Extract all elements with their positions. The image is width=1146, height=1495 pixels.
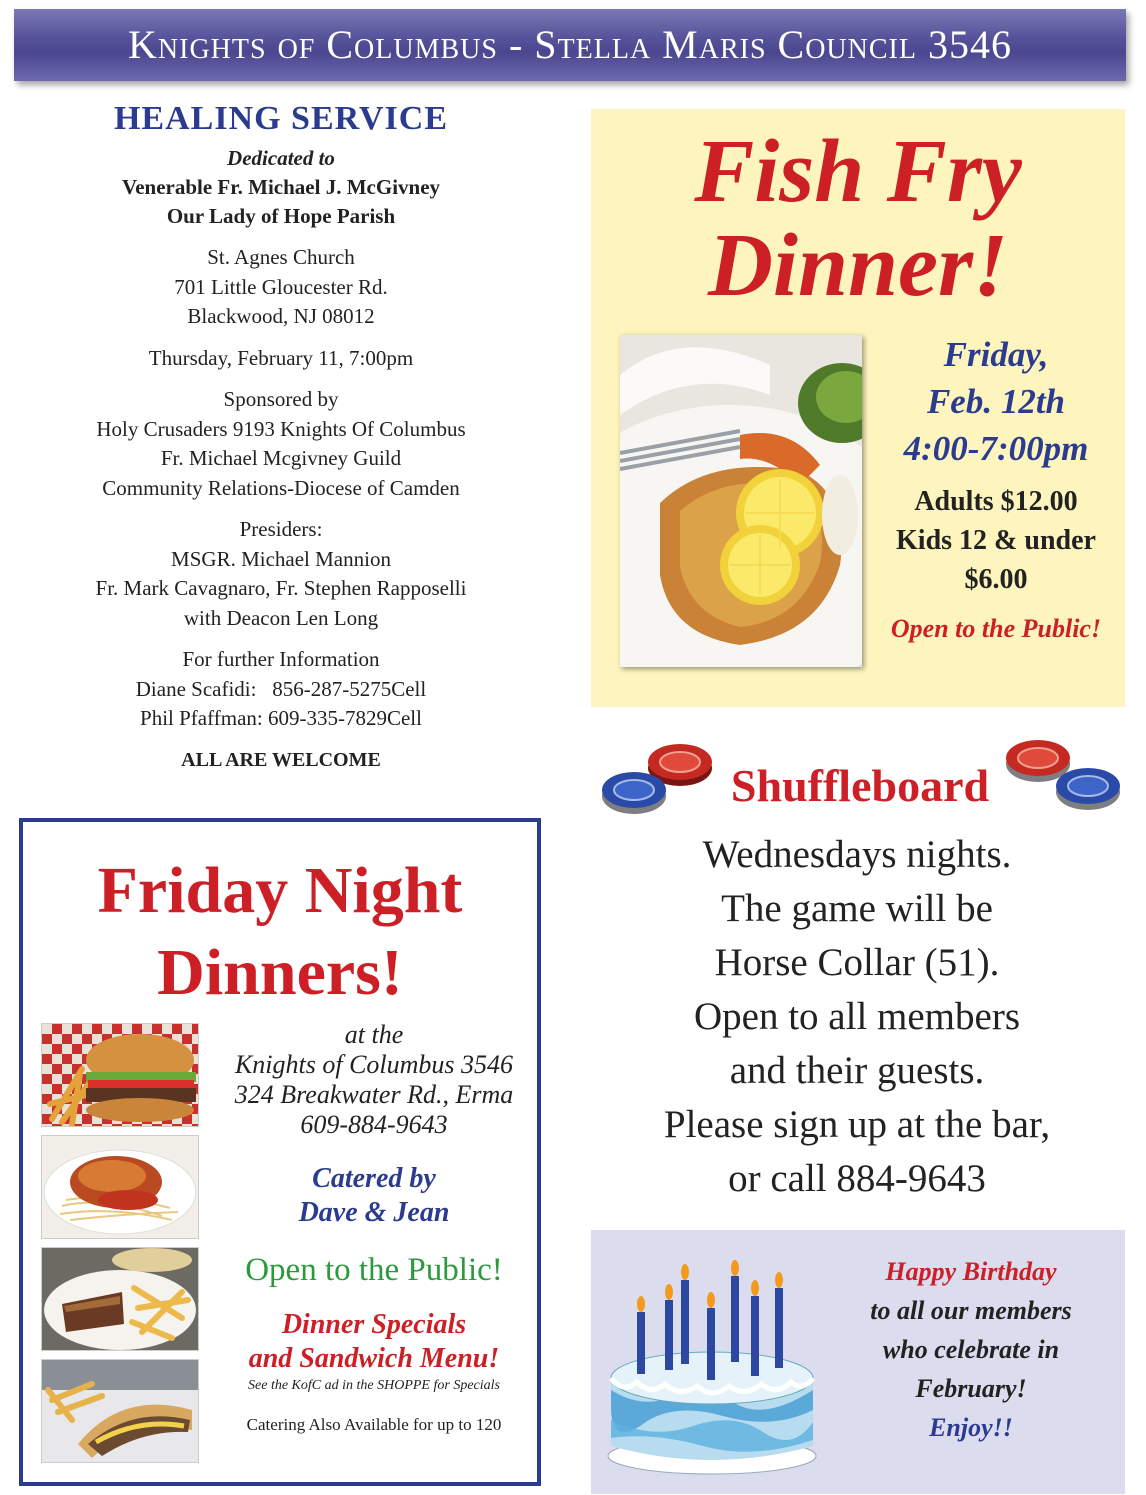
shuffleboard-pucks-icon <box>598 738 716 822</box>
sponsor-line: Fr. Michael Mcgivney Guild <box>160 446 402 470</box>
presider-line: MSGR. Michael Mannion <box>171 546 391 571</box>
address-line: Blackwood, NJ 08012 <box>187 304 375 328</box>
friday-dinners-info <box>219 1020 529 1436</box>
sponsor-line: Sponsored by <box>223 387 339 411</box>
specials-line: Dinner Specials <box>281 1309 467 1340</box>
see-ad-note: See the KofC ad in the SHOPPE for Specials <box>248 1378 500 1393</box>
fish-price-line: Kids 12 & under <box>896 525 1096 556</box>
fish-fry-title-line: Fish Fry <box>694 122 1022 221</box>
birthday-line: who celebrate in <box>882 1335 1060 1364</box>
shuffleboard-line: or call 884-9643 <box>728 1157 986 1200</box>
burger-photo <box>41 1023 199 1127</box>
birthday-headline: Happy Birthday <box>885 1257 1057 1286</box>
birthday-enjoy: Enjoy!! <box>929 1413 1013 1442</box>
catering-note: Catering Also Available for up to 120 <box>246 1415 502 1434</box>
chicken-parm-photo <box>41 1135 199 1239</box>
service-datetime: Thursday, February 11, 7:00pm <box>148 345 414 370</box>
fish-date-line: 4:00-7:00pm <box>903 429 1089 468</box>
presider-line: with Deacon Len Long <box>183 605 379 630</box>
location-line: 324 Breakwater Rd., Erma <box>234 1080 514 1109</box>
shuffleboard-line: Please sign up at the bar, <box>663 1103 1051 1146</box>
shuffleboard-line: and their guests. <box>729 1049 985 1092</box>
open-to-public: Open to the Public! <box>245 1252 503 1288</box>
header-title: Knights of Columbus - Stella Maris Council 3546 <box>128 22 1012 67</box>
at-the-label: at the <box>344 1020 404 1049</box>
header-banner <box>14 9 1126 81</box>
friday-dinners-title-line: Dinners! <box>157 936 403 1009</box>
all-welcome: ALL ARE WELCOME <box>181 748 381 771</box>
specials-line: and Sandwich Menu! <box>248 1343 500 1374</box>
shuffleboard-text <box>592 828 1122 1206</box>
info-line: Phil Pfaffman: 609-335-7829Cell <box>140 706 422 730</box>
friday-dinners-title-line: Friday Night <box>97 854 463 927</box>
location-line: 609-884-9643 <box>300 1110 448 1139</box>
location-line: Knights of Columbus 3546 <box>234 1050 514 1079</box>
birthday-line: February! <box>915 1374 1027 1403</box>
shuffleboard-line: Open to all members <box>694 995 1020 1038</box>
friday-dinners-title <box>23 850 537 1014</box>
fish-fry-info <box>871 331 1121 645</box>
presider-line: Presiders: <box>239 517 323 541</box>
info-line: Diane Scafidi: 856-287-5275Cell <box>135 676 427 701</box>
fish-dinner-photo <box>620 335 862 667</box>
address-line: 701 Little Gloucester Rd. <box>174 274 388 299</box>
fish-fry-box <box>591 109 1125 707</box>
fish-date-line: Friday, <box>943 335 1049 374</box>
birthday-text <box>841 1252 1101 1447</box>
healing-title: HEALING SERVICE <box>113 100 449 137</box>
dedicated-label: Dedicated to <box>227 146 335 170</box>
fish-open-to-public: Open to the Public! <box>890 614 1102 643</box>
friday-dinners-box <box>19 818 541 1486</box>
fish-fry-title <box>591 122 1125 315</box>
birthday-box <box>591 1230 1125 1494</box>
shuffleboard-line: The game will be <box>721 887 993 930</box>
cheesesteak-photo <box>41 1359 199 1463</box>
shuffleboard-title: Shuffleboard <box>730 760 990 811</box>
healing-service-section <box>20 100 542 775</box>
presider-line: Fr. Mark Cavagnaro, Fr. Stephen Rapposelli <box>95 576 467 600</box>
birthday-cake-icon <box>603 1260 821 1476</box>
sponsor-line: Holy Crusaders 9193 Knights Of Columbus <box>96 416 466 441</box>
catered-line: Catered by <box>312 1163 436 1194</box>
dedicated-to-line: Our Lady of Hope Parish <box>166 204 396 228</box>
roast-beef-photo <box>41 1247 199 1351</box>
fish-fry-title-line: Dinner! <box>707 216 1009 315</box>
shuffleboard-pucks-icon <box>1002 732 1124 818</box>
shuffleboard-line: Horse Collar (51). <box>714 941 1000 984</box>
dedicated-to-line: Venerable Fr. Michael J. McGivney <box>121 175 441 199</box>
catered-line: Dave & Jean <box>298 1197 450 1228</box>
shuffleboard-line: Wednesdays nights. <box>702 833 1012 876</box>
sponsor-line: Community Relations-Diocese of Camden <box>102 475 460 500</box>
fish-price-line: Adults $12.00 <box>914 486 1078 517</box>
fish-date-line: Feb. 12th <box>926 382 1066 421</box>
birthday-line: to all our members <box>870 1296 1072 1325</box>
info-line: For further Information <box>182 647 380 671</box>
fish-price-line: $6.00 <box>964 564 1028 595</box>
address-line: St. Agnes Church <box>207 245 355 269</box>
